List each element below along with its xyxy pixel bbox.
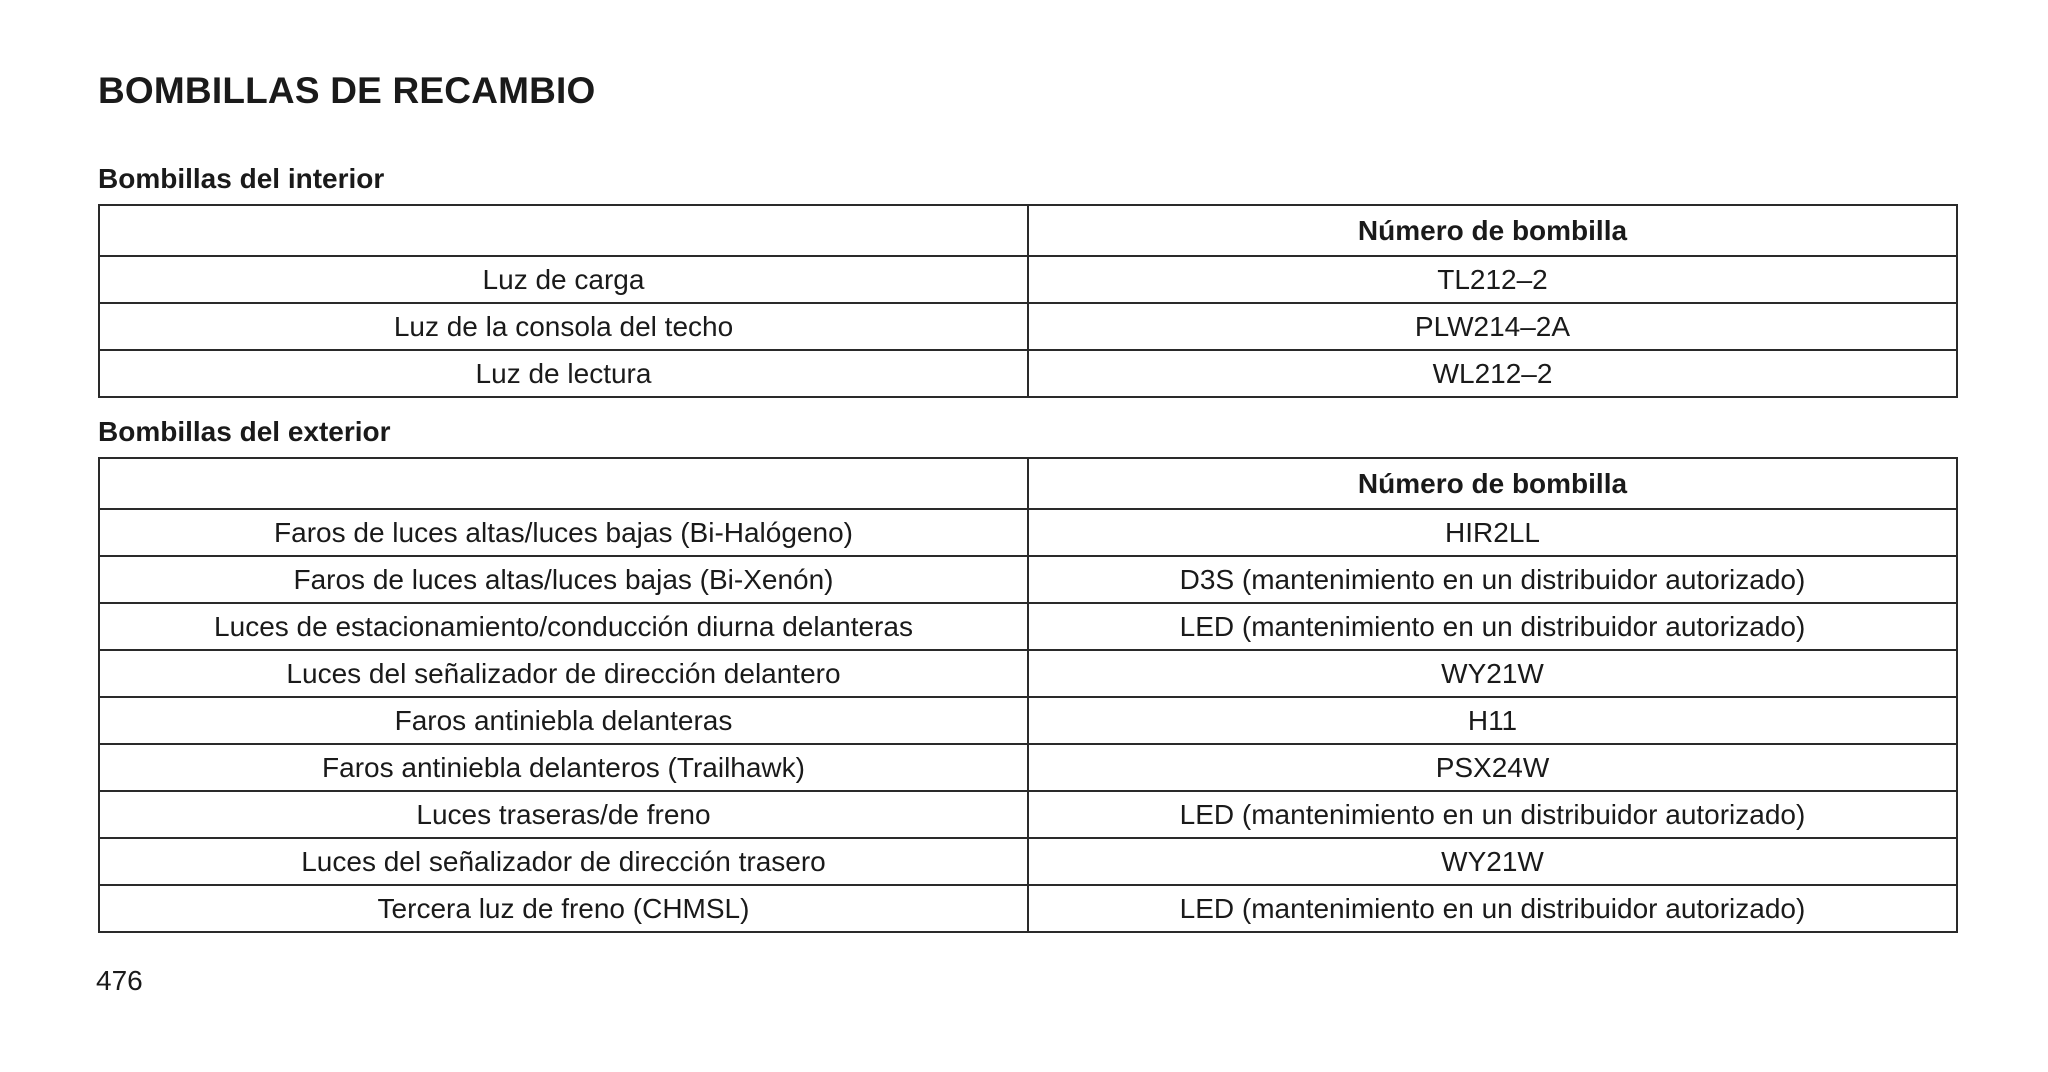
bulb-location-cell: Luz de la consola del techo [99, 303, 1028, 350]
table-header-row [99, 458, 1957, 509]
page-number: 476 [96, 965, 143, 996]
table-row [99, 838, 1957, 885]
table-row [99, 350, 1957, 397]
exterior-section-heading: Bombillas del exterior [98, 416, 391, 447]
table-header-row [99, 205, 1957, 256]
bulb-number-cell: H11 [1028, 697, 1957, 744]
bulb-location-cell: Luces del señalizador de dirección trasero [99, 838, 1028, 885]
bulb-number-cell: WL212–2 [1028, 350, 1957, 397]
bulb-number-cell: WY21W [1028, 838, 1957, 885]
bulb-location-cell: Luces de estacionamiento/conducción diurna delanteras [99, 603, 1028, 650]
bulb-location-cell: Tercera luz de freno (CHMSL) [99, 885, 1028, 932]
bulb-number-cell: LED (mantenimiento en un distribuidor autorizado) [1028, 791, 1957, 838]
bulb-number-cell: HIR2LL [1028, 509, 1957, 556]
interior-bulbs-table [98, 204, 1958, 398]
table-row [99, 744, 1957, 791]
bulb-location-cell: Luz de carga [99, 256, 1028, 303]
column-header-location [99, 458, 1028, 509]
bulb-location-cell: Luz de lectura [99, 350, 1028, 397]
bulb-number-cell: D3S (mantenimiento en un distribuidor autorizado) [1028, 556, 1957, 603]
bulb-number-cell: LED (mantenimiento en un distribuidor autorizado) [1028, 885, 1957, 932]
bulb-number-cell: TL212–2 [1028, 256, 1957, 303]
table-row [99, 885, 1957, 932]
bulb-location-cell: Luces traseras/de freno [99, 791, 1028, 838]
table-row [99, 650, 1957, 697]
table-row [99, 556, 1957, 603]
table-row [99, 256, 1957, 303]
bulb-location-cell: Faros de luces altas/luces bajas (Bi-Xenón) [99, 556, 1028, 603]
table-row [99, 509, 1957, 556]
column-header-bulb-number: Número de bombilla [1028, 205, 1957, 256]
interior-section-heading: Bombillas del interior [98, 163, 385, 194]
bulb-location-cell: Faros antiniebla delanteras [99, 697, 1028, 744]
column-header-location [99, 205, 1028, 256]
table-row [99, 603, 1957, 650]
table-row [99, 791, 1957, 838]
column-header-bulb-number: Número de bombilla [1028, 458, 1957, 509]
bulb-number-cell: WY21W [1028, 650, 1957, 697]
bulb-number-cell: LED (mantenimiento en un distribuidor autorizado) [1028, 603, 1957, 650]
exterior-bulbs-table [98, 457, 1958, 933]
table-row [99, 697, 1957, 744]
bulb-location-cell: Luces del señalizador de dirección delantero [99, 650, 1028, 697]
bulb-location-cell: Faros de luces altas/luces bajas (Bi-Halógeno) [99, 509, 1028, 556]
bulb-location-cell: Faros antiniebla delanteros (Trailhawk) [99, 744, 1028, 791]
bulb-number-cell: PSX24W [1028, 744, 1957, 791]
page-title: BOMBILLAS DE RECAMBIO [98, 70, 596, 111]
bulb-number-cell: PLW214–2A [1028, 303, 1957, 350]
table-row [99, 303, 1957, 350]
